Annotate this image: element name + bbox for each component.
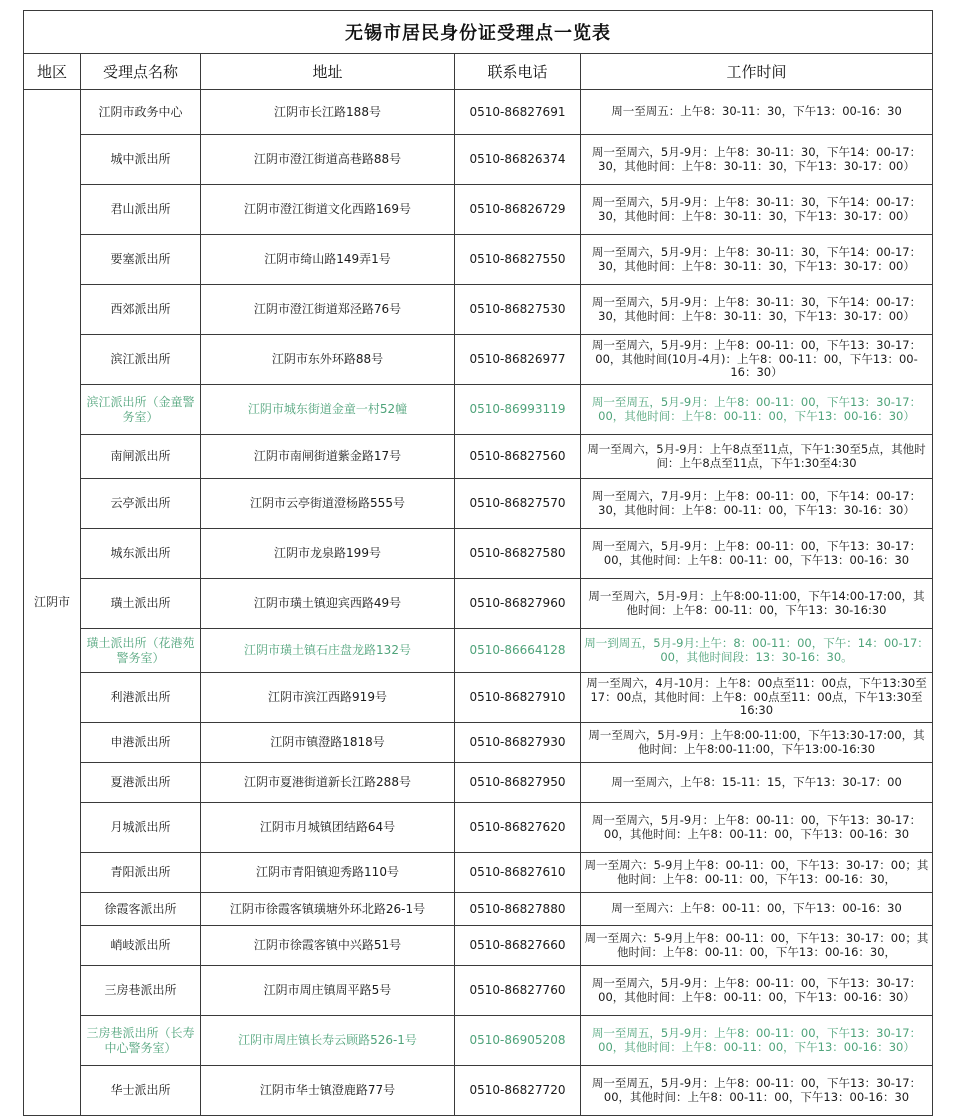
table-row <box>24 853 933 893</box>
phone-cell: 0510-86827570 <box>455 479 581 529</box>
address-cell: 江阴市滨江西路919号 <box>201 673 455 723</box>
office-name-cell: 峭岐派出所 <box>81 926 201 966</box>
phone-cell: 0510-86827910 <box>455 673 581 723</box>
office-name-cell: 要塞派出所 <box>81 235 201 285</box>
phone-cell: 0510-86905208 <box>455 1016 581 1066</box>
phone-cell: 0510-86827960 <box>455 579 581 629</box>
table-title: 无锡市居民身份证受理点一览表 <box>24 11 933 54</box>
phone-cell: 0510-86827530 <box>455 285 581 335</box>
hours-cell: 周一至周六，5月-9月：上午8：30-11：30，下午14：00-17：30，其他时间：上午8：30-11：30，下午13：30-17：00） <box>581 135 933 185</box>
hours-cell: 周一至周六：5-9月上午8：00-11：00，下午13：30-17：00；其他时间：上午8：00-11：00，下午13：00-16：30， <box>581 926 933 966</box>
hours-cell: 周一至周五，5月-9月：上午8：00-11：00，下午13：30-17：00，其他时间：上午8：00-11：00，下午13：00-16：30 <box>581 1066 933 1116</box>
phone-cell: 0510-86827610 <box>455 853 581 893</box>
table-row <box>24 629 933 673</box>
office-name-cell: 夏港派出所 <box>81 763 201 803</box>
table-row <box>24 803 933 853</box>
phone-cell: 0510-86827720 <box>455 1066 581 1116</box>
phone-cell: 0510-86827580 <box>455 529 581 579</box>
phone-cell: 0510-86827620 <box>455 803 581 853</box>
header-phone: 联系电话 <box>455 54 581 90</box>
address-cell: 江阴市澄江街道郑泾路76号 <box>201 285 455 335</box>
table-row <box>24 235 933 285</box>
table-row <box>24 966 933 1016</box>
hours-cell: 周一至周六：上午8：00-11：00，下午13：00-16：30 <box>581 893 933 926</box>
address-cell: 江阴市东外环路88号 <box>201 335 455 385</box>
phone-cell: 0510-86827950 <box>455 763 581 803</box>
hours-cell: 周一至周六，5月-9月：上午8：00-11：00，下午13：30-17：00，其他时间：上午8：00-11：00，下午13：00-16：30 <box>581 529 933 579</box>
address-cell: 江阴市夏港街道新长江路288号 <box>201 763 455 803</box>
address-cell: 江阴市周庄镇周平路5号 <box>201 966 455 1016</box>
phone-cell: 0510-86827880 <box>455 893 581 926</box>
table-row <box>24 723 933 763</box>
phone-cell: 0510-86827691 <box>455 90 581 135</box>
hours-cell: 周一至周六，5月-9月：上午8:00-11:00，下午14:00-17:00，其他时间：上午8：00-11：00，下午13：30-16:30 <box>581 579 933 629</box>
phone-cell: 0510-86827560 <box>455 435 581 479</box>
table-row <box>24 285 933 335</box>
office-name-cell: 月城派出所 <box>81 803 201 853</box>
table-row <box>24 763 933 803</box>
address-cell: 江阴市长江路188号 <box>201 90 455 135</box>
hours-cell: 周一到周五，5月-9月:上午：8：00-11：00，下午：14：00-17：00，其他时间段：13：30-16：30。 <box>581 629 933 673</box>
table-row <box>24 90 933 135</box>
hours-cell: 周一至周六，5月-9月：上午8：00-11：00，下午13：30-17：00，其他时间(10月-4月)：上午8：00-11：00，下午13：00-16：30） <box>581 335 933 385</box>
address-cell: 江阴市镇澄路1818号 <box>201 723 455 763</box>
address-cell: 江阴市璜土镇迎宾西路49号 <box>201 579 455 629</box>
header-office-name: 受理点名称 <box>81 54 201 90</box>
table-row <box>24 893 933 926</box>
header-region: 地区 <box>24 54 81 90</box>
office-name-cell: 君山派出所 <box>81 185 201 235</box>
address-cell: 江阴市绮山路149弄1号 <box>201 235 455 285</box>
table-row <box>24 1066 933 1116</box>
address-cell: 江阴市华士镇澄鹿路77号 <box>201 1066 455 1116</box>
header-row <box>24 54 933 90</box>
phone-cell: 0510-86664128 <box>455 629 581 673</box>
office-name-cell: 江阴市政务中心 <box>81 90 201 135</box>
hours-cell: 周一至周六：5-9月上午8：00-11：00，下午13：30-17：00；其他时间：上午8：00-11：00，下午13：00-16：30， <box>581 853 933 893</box>
id-card-office-table-sheet <box>23 10 932 1112</box>
table-body <box>24 90 933 1116</box>
office-name-cell: 南闸派出所 <box>81 435 201 479</box>
address-cell: 江阴市周庄镇长寿云顾路526-1号 <box>201 1016 455 1066</box>
table-row <box>24 673 933 723</box>
hours-cell: 周一至周五，5月-9月：上午8：00-11：00，下午13：30-17：00，其他时间：上午8：00-11：00，下午13：00-16：30） <box>581 385 933 435</box>
phone-cell: 0510-86827550 <box>455 235 581 285</box>
hours-cell: 周一至周五，5月-9月：上午8：00-11：00，下午13：30-17：00，其他时间：上午8：00-11：00，下午13：00-16：30） <box>581 1016 933 1066</box>
address-cell: 江阴市青阳镇迎秀路110号 <box>201 853 455 893</box>
office-name-cell: 利港派出所 <box>81 673 201 723</box>
header-address: 地址 <box>201 54 455 90</box>
hours-cell: 周一至周六，5月-9月：上午8点至11点，下午1:30至5点，其他时间：上午8点至11点，下午1:30至4:30 <box>581 435 933 479</box>
table-row <box>24 479 933 529</box>
address-cell: 江阴市月城镇团结路64号 <box>201 803 455 853</box>
office-name-cell: 西郊派出所 <box>81 285 201 335</box>
table-row <box>24 579 933 629</box>
table-row <box>24 435 933 479</box>
phone-cell: 0510-86826729 <box>455 185 581 235</box>
table-row <box>24 185 933 235</box>
address-cell: 江阴市南闸街道紫金路17号 <box>201 435 455 479</box>
address-cell: 江阴市璜土镇石庄盘龙路132号 <box>201 629 455 673</box>
address-cell: 江阴市城东街道金童一村52幢 <box>201 385 455 435</box>
office-table <box>23 10 933 1116</box>
office-name-cell: 璜土派出所 <box>81 579 201 629</box>
hours-cell: 周一至周六，5月-9月：上午8：00-11：00，下午13：30-17：00，其他时间：上午8：00-11：00，下午13：00-16：30） <box>581 966 933 1016</box>
address-cell: 江阴市澄江街道文化西路169号 <box>201 185 455 235</box>
address-cell: 江阴市龙泉路199号 <box>201 529 455 579</box>
hours-cell: 周一至周六，上午8：15-11：15，下午13：30-17：00 <box>581 763 933 803</box>
office-name-cell: 申港派出所 <box>81 723 201 763</box>
phone-cell: 0510-86827930 <box>455 723 581 763</box>
address-cell: 江阴市澄江街道高巷路88号 <box>201 135 455 185</box>
office-name-cell: 滨江派出所 <box>81 335 201 385</box>
office-name-cell: 滨江派出所（金童警务室） <box>81 385 201 435</box>
office-name-cell: 徐霞客派出所 <box>81 893 201 926</box>
hours-cell: 周一至周六，5月-9月：上午8：00-11：00，下午13：30-17：00，其他时间：上午8：00-11：00，下午13：00-16：30 <box>581 803 933 853</box>
hours-cell: 周一至周六，5月-9月：上午8：30-11：30，下午14：00-17：30，其他时间：上午8：30-11：30，下午13：30-17：00） <box>581 185 933 235</box>
office-name-cell: 城中派出所 <box>81 135 201 185</box>
table-row <box>24 135 933 185</box>
hours-cell: 周一至周六，7月-9月：上午8：00-11：00，下午14：00-17：30，其他时间：上午8：00-11：00，下午13：30-16：30） <box>581 479 933 529</box>
hours-cell: 周一至周六，4月-10月：上午8：00点至11：00点，下午13:30至17：00点，其他时间：上午8：00点至11：00点，下午13:30至16:30 <box>581 673 933 723</box>
phone-cell: 0510-86826374 <box>455 135 581 185</box>
phone-cell: 0510-86993119 <box>455 385 581 435</box>
region-cell: 江阴市 <box>24 90 81 1116</box>
phone-cell: 0510-86827760 <box>455 966 581 1016</box>
hours-cell: 周一至周六，5月-9月：上午8:00-11:00，下午13:30-17:00，其他时间：上午8:00-11:00，下午13:00-16:30 <box>581 723 933 763</box>
office-name-cell: 三房巷派出所（长寿中心警务室） <box>81 1016 201 1066</box>
table-row <box>24 1016 933 1066</box>
phone-cell: 0510-86826977 <box>455 335 581 385</box>
office-name-cell: 三房巷派出所 <box>81 966 201 1016</box>
table-row <box>24 335 933 385</box>
address-cell: 江阴市徐霞客镇中兴路51号 <box>201 926 455 966</box>
office-name-cell: 云亭派出所 <box>81 479 201 529</box>
header-hours: 工作时间 <box>581 54 933 90</box>
office-name-cell: 璜土派出所（花港苑警务室） <box>81 629 201 673</box>
table-row <box>24 529 933 579</box>
address-cell: 江阴市云亭街道澄杨路555号 <box>201 479 455 529</box>
hours-cell: 周一至周六，5月-9月：上午8：30-11：30，下午14：00-17：30，其他时间：上午8：30-11：30，下午13：30-17：00） <box>581 285 933 335</box>
table-row <box>24 385 933 435</box>
office-name-cell: 青阳派出所 <box>81 853 201 893</box>
address-cell: 江阴市徐霞客镇璜塘外环北路26-1号 <box>201 893 455 926</box>
phone-cell: 0510-86827660 <box>455 926 581 966</box>
hours-cell: 周一至周六，5月-9月：上午8：30-11：30，下午14：00-17：30，其他时间：上午8：30-11：30，下午13：30-17：00） <box>581 235 933 285</box>
office-name-cell: 城东派出所 <box>81 529 201 579</box>
hours-cell: 周一至周五：上午8：30-11：30，下午13：00-16：30 <box>581 90 933 135</box>
office-name-cell: 华士派出所 <box>81 1066 201 1116</box>
table-row <box>24 926 933 966</box>
